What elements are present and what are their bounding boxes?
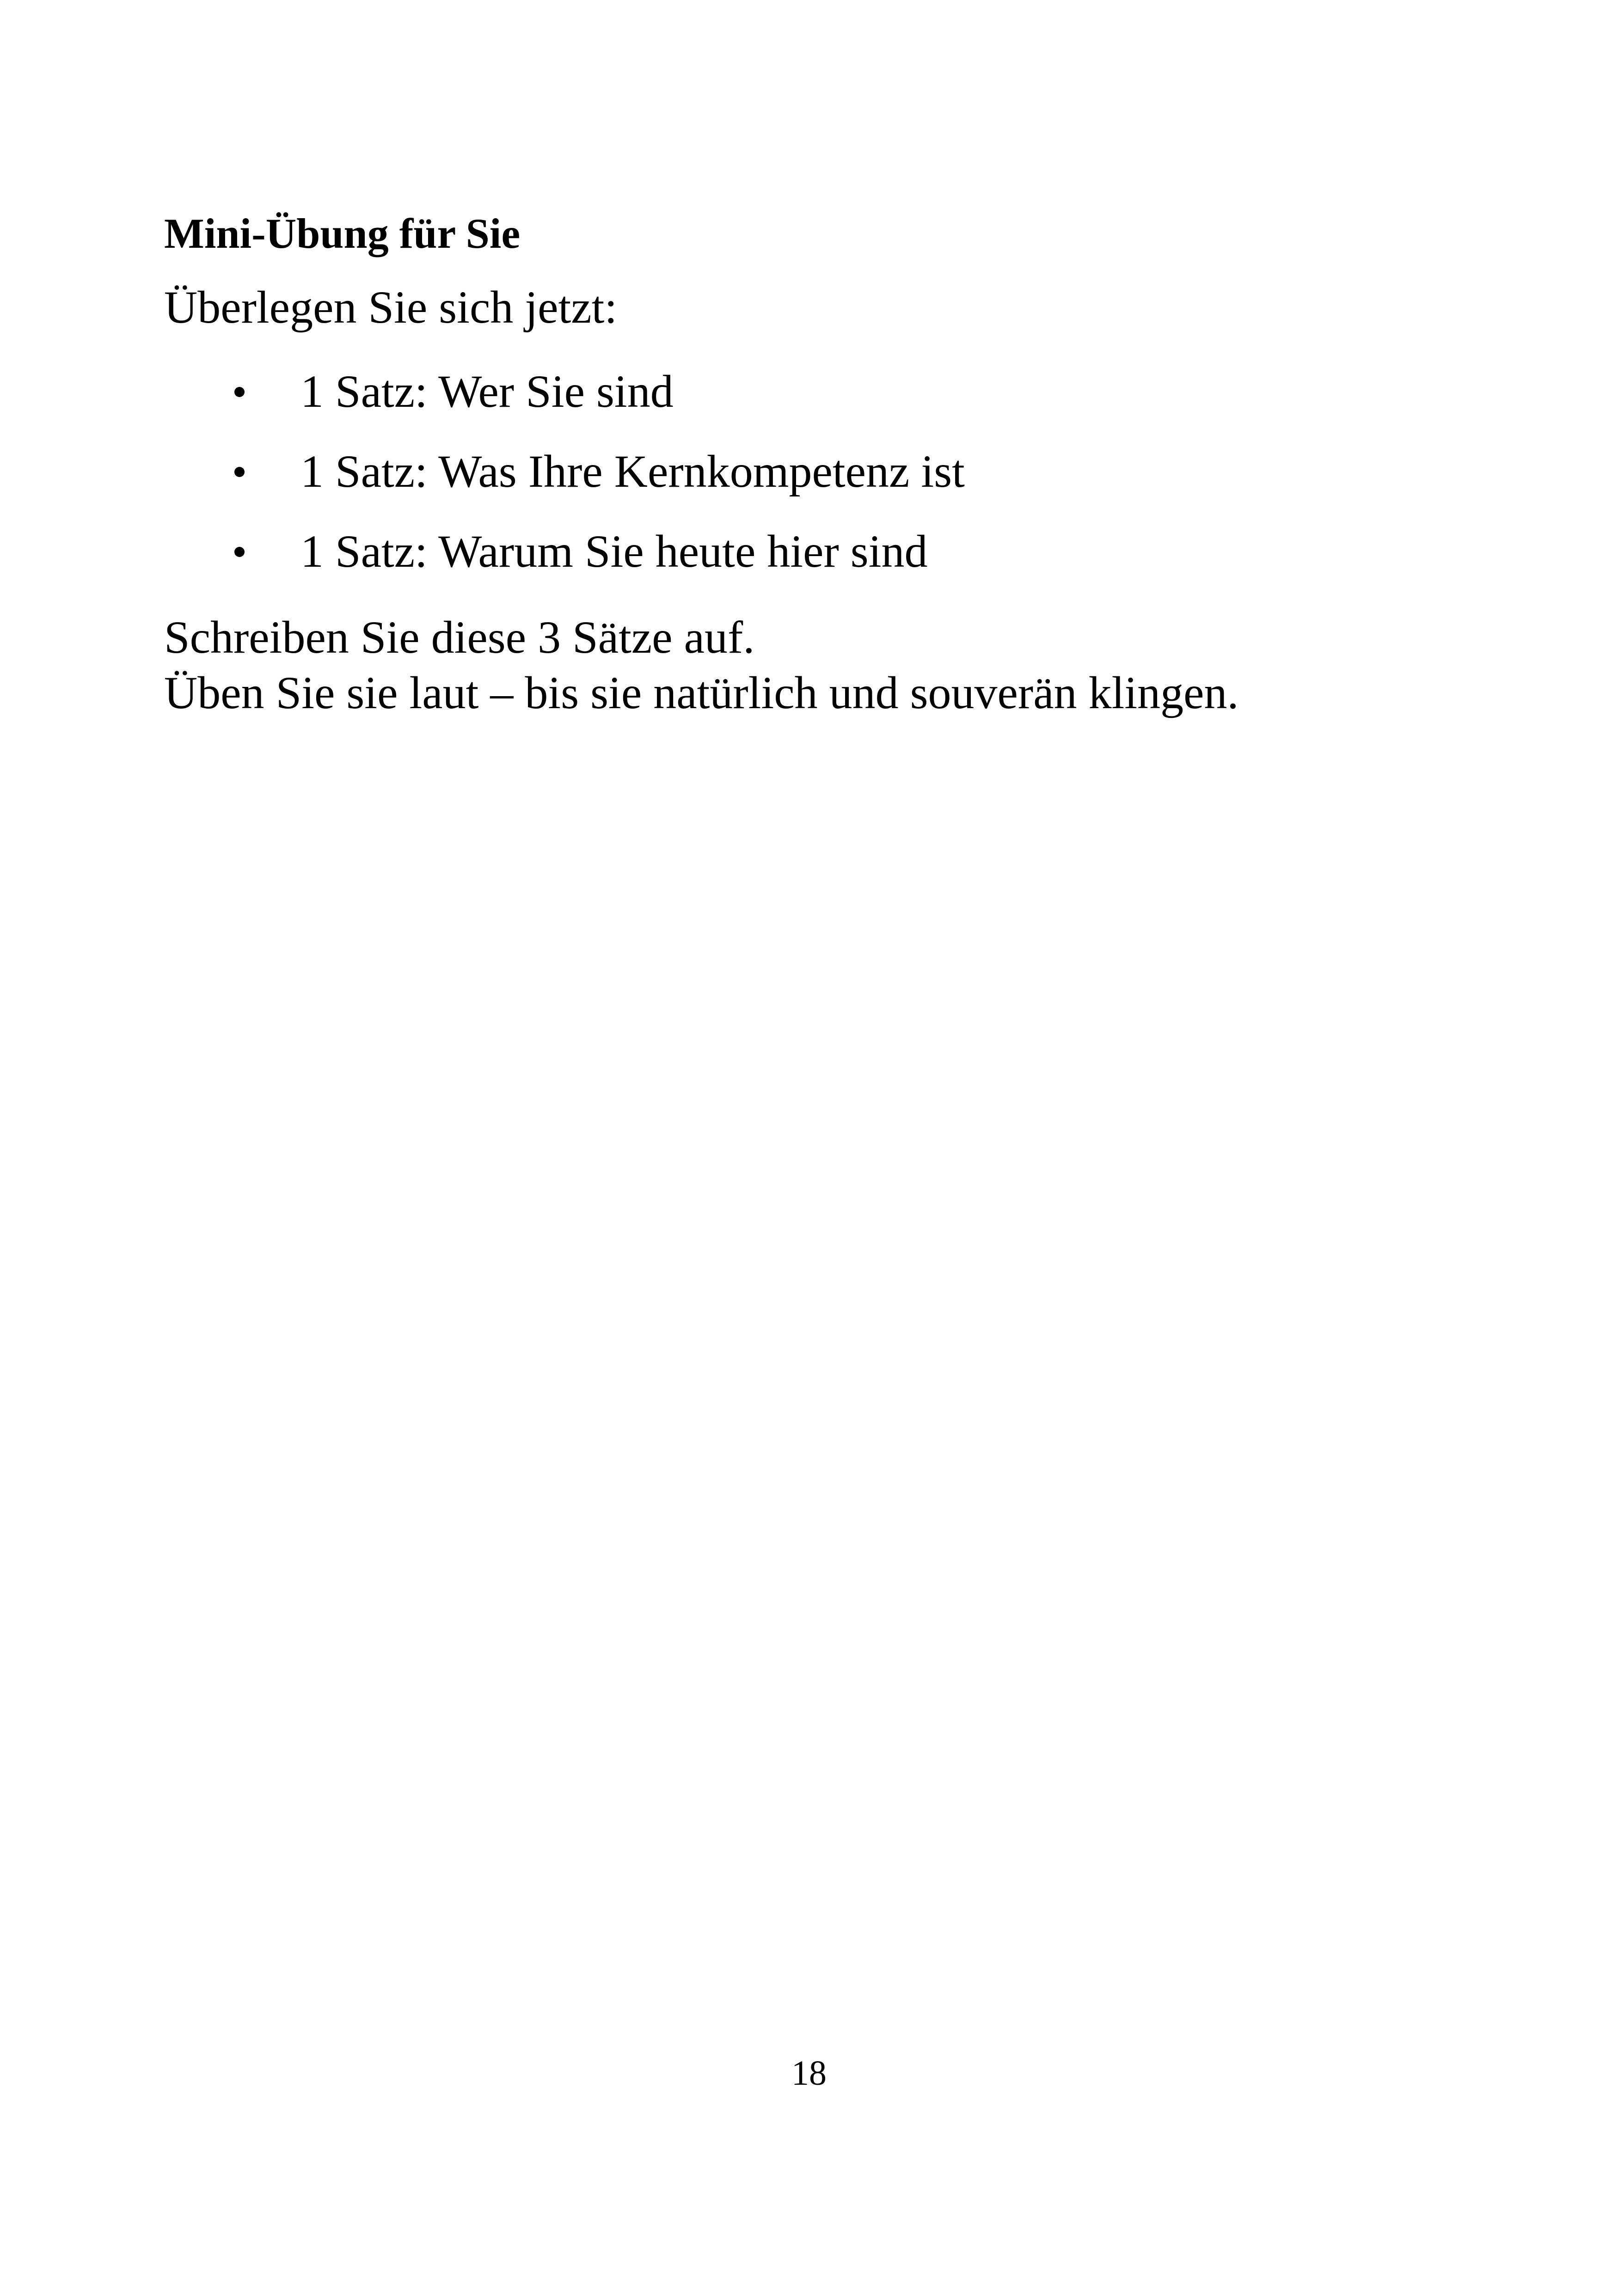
closing-line-practice: Üben Sie sie laut – bis sie natürlich und souverän klingen. (164, 667, 1239, 718)
list-item-text: 1 Satz: Wer Sie sind (300, 366, 674, 417)
bullet-list (164, 351, 1459, 591)
bullet-icon (234, 467, 245, 477)
list-item-text: 1 Satz: Was Ihre Kernkompetenz ist (300, 446, 965, 497)
list-item-text: 1 Satz: Warum Sie heute hier sind (300, 526, 928, 577)
bullet-icon (234, 387, 245, 397)
intro-text: Überlegen Sie sich jetzt: (164, 282, 618, 333)
list-item (164, 511, 1459, 591)
bullet-icon (234, 547, 245, 557)
closing-line-write: Schreiben Sie diese 3 Sätze auf. (164, 612, 755, 663)
section-heading: Mini-Übung für Sie (164, 210, 521, 257)
page-number: 18 (791, 2054, 827, 2093)
list-item (164, 431, 1459, 511)
closing-text (164, 610, 1459, 721)
page-content (164, 199, 1459, 721)
list-item (164, 351, 1459, 431)
